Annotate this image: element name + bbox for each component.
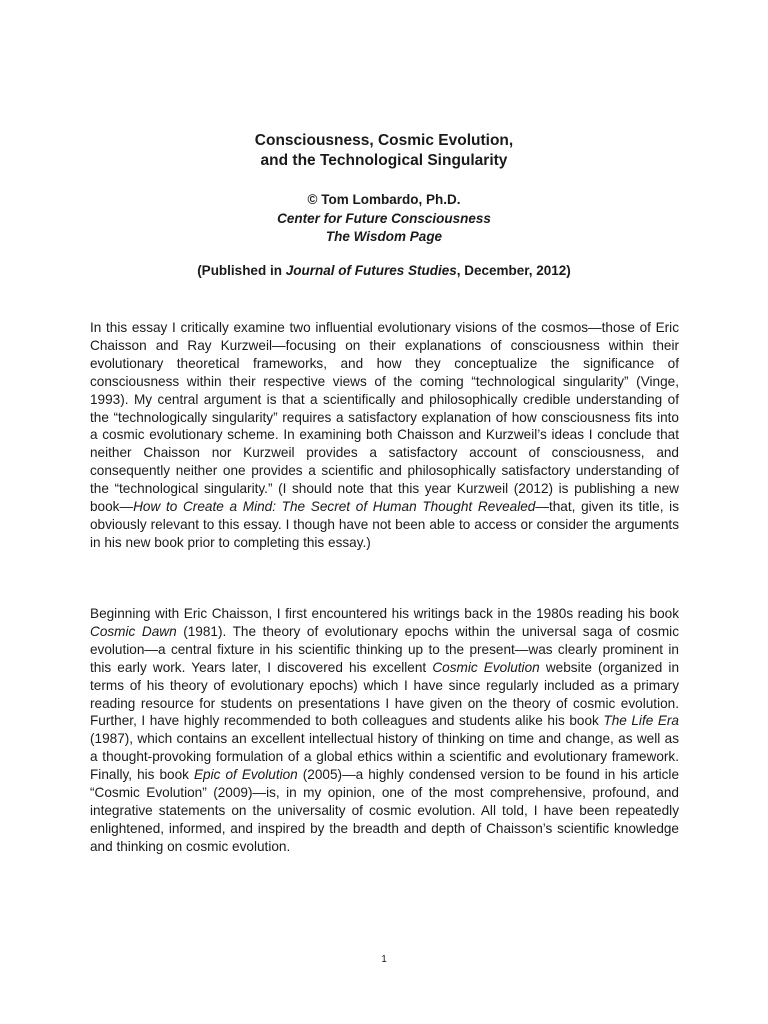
website-title-cosmic-evolution: Cosmic Evolution (432, 659, 540, 675)
paragraph-2-text-b: (1981). The theory of evolutionary epochs within the universal saga of cosmic evolution—a central fixture in his scientific thinking up to the present—was clearly prominent in this early work. Years later, I discovered his excellent (90, 623, 679, 675)
publication-prefix: (Published in (197, 263, 286, 278)
paragraph-2-text-c: website (organized in terms of his theory of evolutionary epochs) which I have since regularly included as a primary reading resource for students on presentations I have given on the theory of cosmic evolution. Further, I have highly recommended to both colleagues and students alike his book (90, 659, 680, 729)
body-paragraph-2 (90, 605, 679, 856)
page-number: 1 (381, 954, 387, 965)
paragraph-2-text-a: Beginning with Eric Chaisson, I first encountered his writings back in the 1980s reading his book (90, 606, 679, 621)
publication-note (0, 262, 768, 280)
title-block (0, 131, 768, 171)
book-title-cosmic-dawn: Cosmic Dawn (90, 623, 177, 639)
affiliation-center: Center for Future Consciousness (277, 210, 491, 226)
title-line-2: and the Technological Singularity (260, 152, 508, 169)
book-title-life-era: The Life Era (603, 713, 679, 729)
journal-name: Journal of Futures Studies (285, 263, 457, 278)
paragraph-2-text-e: (2005)—a highly condensed version to be found in his article “Cosmic Evolution” (2009)—is, in my opinion, one of the most comprehensive, profound, and integrative statements on the universality of cosmic evolution. All told, I have been repeatedly enlightened, informed, and inspired by the breadth and depth of Chaisson’s scientific knowledge and thinking on cosmic evolution. (90, 767, 680, 854)
book-title-epic-of-evolution: Epic of Evolution (193, 767, 298, 783)
publication-suffix: , December, 2012) (456, 263, 571, 278)
author-block (0, 191, 768, 247)
title-line-1: Consciousness, Cosmic Evolution, (254, 132, 514, 149)
paragraph-1-text-a: In this essay I critically examine two influential evolutionary visions of the cosmos—those of Eric Chaisson and Ray Kurzweil—focusing on their explanations of consciousness within their evolutionary theoretical frameworks, and how they conceptualize the significance of consciousness within their respective views of the coming “technological singularity” (Vinge, 1993). My central argument is that a scientifically and philosophically credible understanding of the “technologically singularity” requires a satisfactory explanation of how consciousness fits into a cosmic evolutionary scheme. In examining both Chaisson and Kurzweil’s ideas I conclude that neither Chaisson nor Kurzweil provides a satisfactory account of consciousness, and consequently neither one provides a scientific and philosophically satisfactory understanding of the “technological singularity.” (I should note that this year Kurzweil (2012) is publishing a new book— (90, 320, 679, 515)
body-paragraph-1 (90, 319, 679, 552)
paragraph-2-text-d: (1987), which contains an excellent intellectual history of thinking on time and change, as well as a thought-provoking formulation of a global ethics within a scientific and evolutionary framework. Finally, his book (90, 731, 679, 783)
kurzweil-book-title: How to Create a Mind: The Secret of Human Thought Revealed (133, 499, 536, 515)
author-name: © Tom Lombardo, Ph.D. (307, 192, 461, 207)
paragraph-1-text-b: —that, given its title, is obviously relevant to this essay. I though have not been able to access or consider the arguments in his new book prior to completing this essay.) (90, 499, 679, 550)
affiliation-wisdom-page: The Wisdom Page (325, 229, 443, 244)
